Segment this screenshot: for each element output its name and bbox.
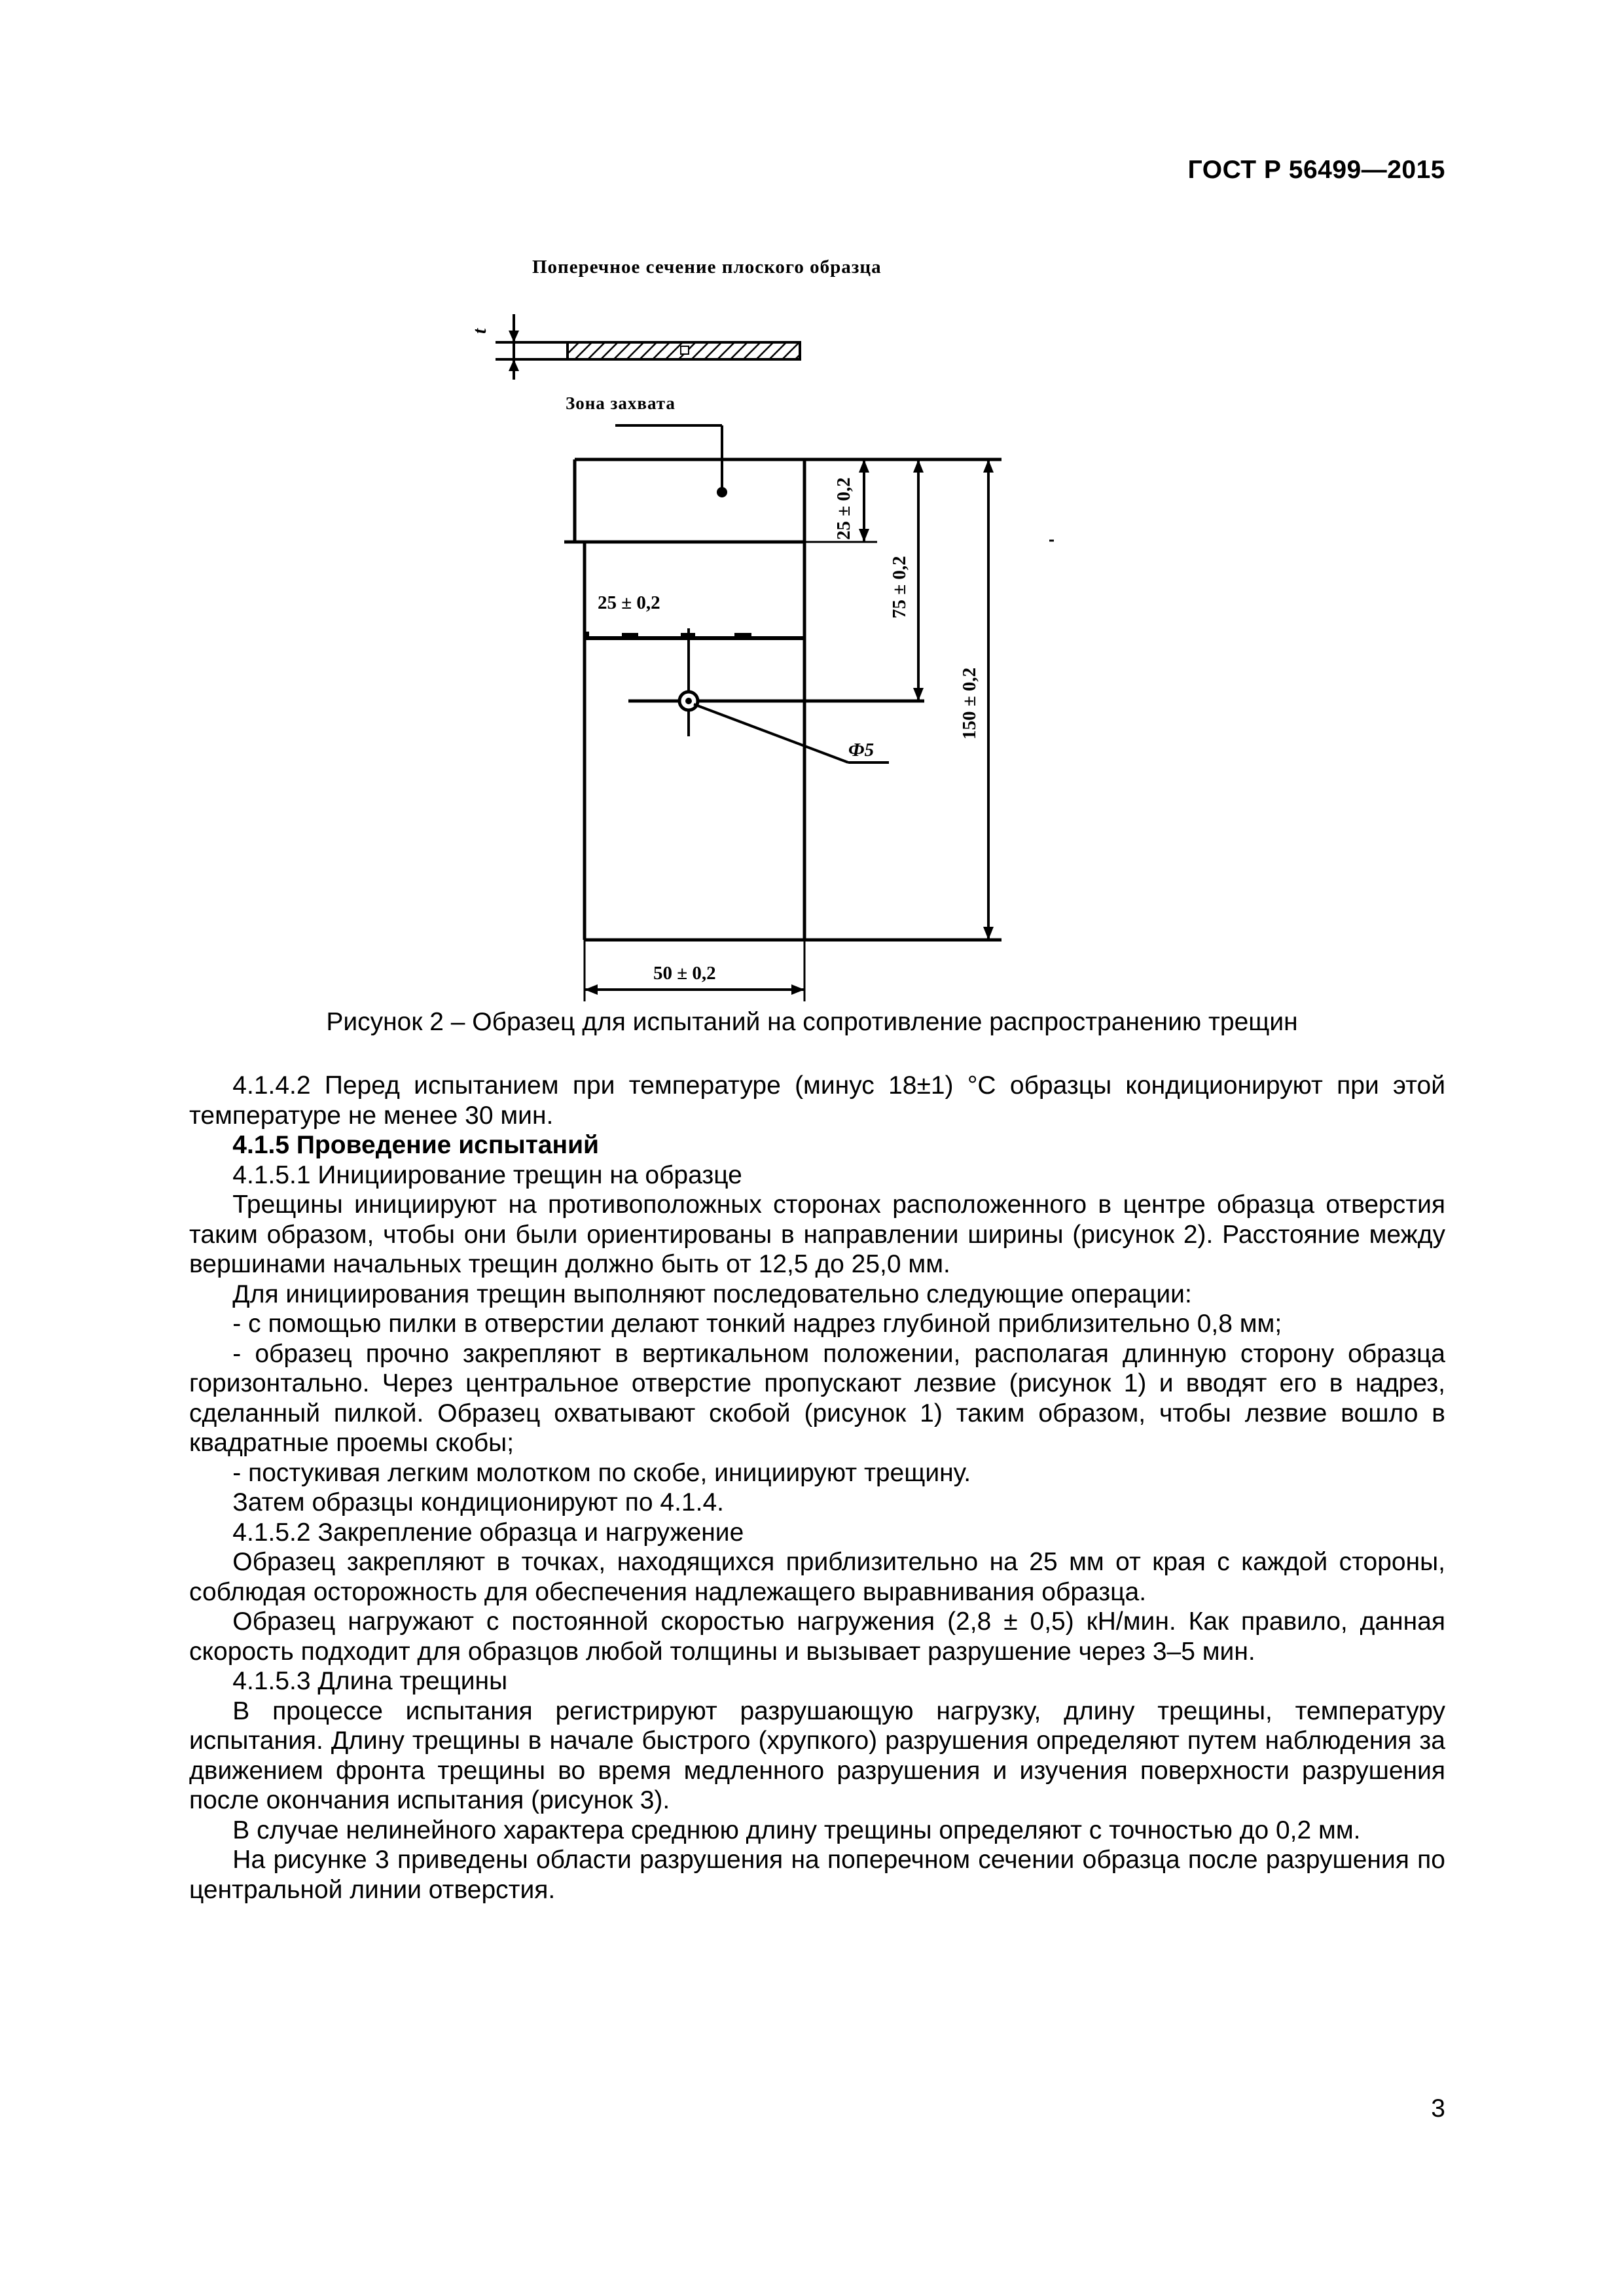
grip-length-dimension: 25 ± 0,2: [833, 477, 854, 540]
list-item: - образец прочно закрепляют в вертикальном положении, располагая длинную сторону образца горизонтально. Через центральное отверстие пропускают лезвие (рисунок 1) и вводят его в надрез, сделанный пилкой. Образец охватывают скобой (рисунок 1) таким образом, чтобы лезвие вошло в квадратные проемы скобы;: [189, 1339, 1445, 1457]
grip-zone-label: Зона захвата: [566, 393, 676, 413]
section-heading: 4.1.5 Проведение испытаний: [232, 1131, 600, 1159]
paragraph: В случае нелинейного характера среднюю длину трещины определяют с точностью до 0,2 мм.: [232, 1816, 1361, 1844]
total-length-dimension: 150 ± 0,2: [959, 667, 980, 740]
paragraph: В процессе испытания регистрируют разрушающую нагрузку, длину трещины, температуру испытания. Длину трещины в начале быстрого (хрупкого) разрушения определяют путем наблюдения за движением фронта трещины во время медленного разрушения и изучения поверхности разрушения после окончания испытания (рисунок 3).: [189, 1696, 1445, 1814]
document-number: ГОСТ Р 56499—2015: [1187, 156, 1445, 184]
hole-position-dimension: 75 ± 0,2: [889, 556, 910, 619]
thickness-symbol: t: [469, 328, 490, 334]
width-dimension: 50 ± 0,2: [653, 963, 716, 984]
cross-section: [496, 314, 800, 380]
paragraph: Образец закрепляют в точках, находящихся приблизительно на 25 мм от края с каждой стороны, соблюдая осторожность для обеспечения надлежащего выравнивания образца.: [189, 1548, 1445, 1606]
grip-zone-leader: [615, 425, 727, 497]
paragraph: На рисунке 3 приведены области разрушения на поперечном сечении образца после разрушения по центральной линии отверстия.: [189, 1846, 1445, 1904]
paragraph: 4.1.4.2 Перед испытанием при температуре (минус 18±1) °С образцы кондиционируют при этой температуре не менее 30 мин.: [189, 1071, 1445, 1130]
paragraph: 4.1.5.2 Закрепление образца и нагружение: [232, 1518, 744, 1547]
notch-line: [585, 635, 804, 638]
page-number: 3: [1431, 2094, 1445, 2123]
list-item: - постукивая легким молотком по скобе, инициируют трещину.: [232, 1458, 971, 1487]
body-text: [189, 1071, 1445, 1905]
paragraph: Трещины инициируют на противоположных сторонах расположенного в центре образца отверстия таким образом, чтобы они были ориентированы в направлении ширины (рисунок 2). Расстояние между вершинами начальных трещин должно быть от 12,5 до 25,0 мм.: [189, 1191, 1445, 1278]
specimen-outline: [564, 459, 1001, 1001]
specimen-drawing: [0, 0, 1624, 1021]
paragraph: 4.1.5.1 Инициирование трещин на образце: [232, 1160, 742, 1189]
paragraph: Образец нагружают с постоянной скоростью нагружения (2,8 ± 0,5) кН/мин. Как правило, данная скорость подходит для образцов любой толщины и вызывает разрушение через 3–5 мин.: [189, 1607, 1445, 1666]
paragraph: Затем образцы кондиционируют по 4.1.4.: [232, 1488, 724, 1516]
paragraph: Для инициирования трещин выполняют последовательно следующие операции:: [232, 1280, 1192, 1308]
paragraph: 4.1.5.3 Длина трещины: [232, 1667, 508, 1695]
figure-caption: Рисунок 2 – Образец для испытаний на сопротивление распространению трещин: [326, 1008, 1298, 1036]
list-item: - с помощью пилки в отверстии делают тонкий надрез глубиной приблизительно 0,8 мм;: [232, 1310, 1282, 1338]
figure-section-title: Поперечное сечение плоского образца: [532, 257, 882, 278]
notch-offset-dimension: 25 ± 0,2: [598, 592, 660, 613]
hole-position-dimension-line: [913, 459, 924, 701]
total-length-dimension-line: [983, 459, 994, 940]
centre-hole: [628, 628, 924, 762]
hole-diameter-dimension: Ф5: [848, 740, 875, 761]
